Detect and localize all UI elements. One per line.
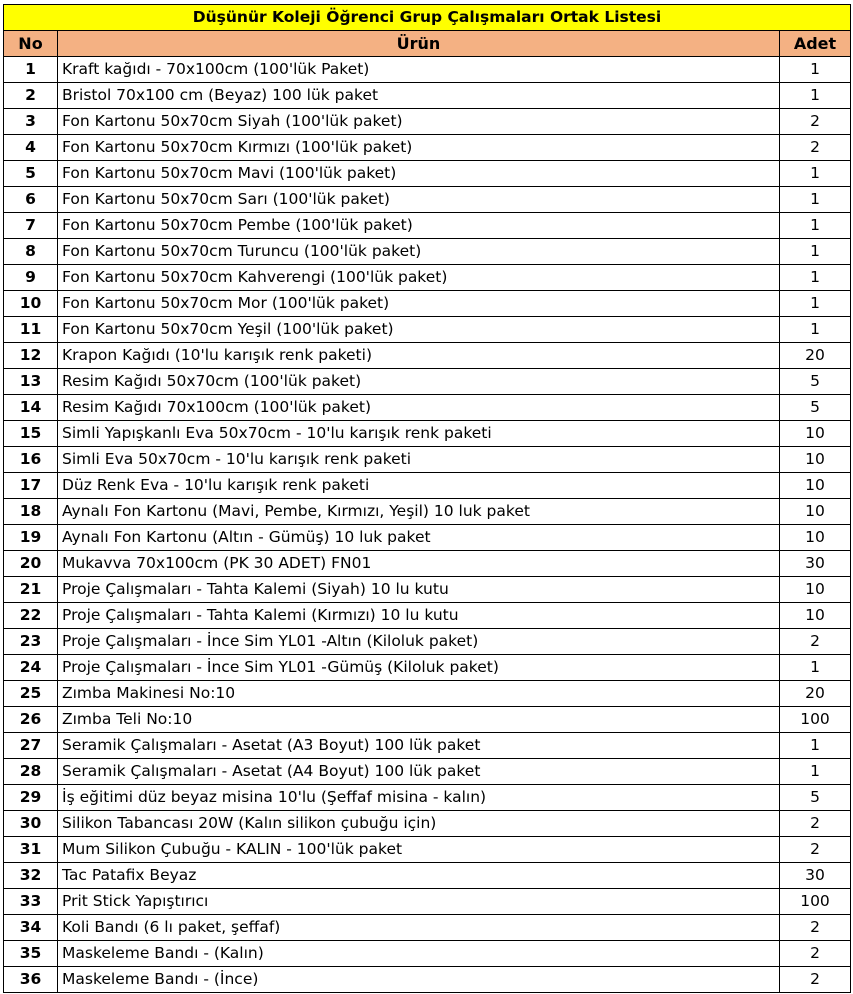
- row-number-cell: 10: [4, 291, 58, 317]
- quantity-cell: 10: [780, 603, 851, 629]
- row-number-cell: 30: [4, 811, 58, 837]
- row-number-cell: 16: [4, 447, 58, 473]
- row-number-cell: 33: [4, 889, 58, 915]
- item-name-cell: Simli Yapışkanlı Eva 50x70cm - 10'lu karışık renk paketi: [58, 421, 780, 447]
- quantity-cell: 100: [780, 889, 851, 915]
- row-number-cell: 31: [4, 837, 58, 863]
- header-row: [4, 31, 851, 57]
- item-name-cell: Aynalı Fon Kartonu (Mavi, Pembe, Kırmızı, Yeşil) 10 luk paket: [58, 499, 780, 525]
- quantity-cell: 2: [780, 135, 851, 161]
- item-name-cell: Proje Çalışmaları - İnce Sim YL01 -Gümüş (Kiloluk paket): [58, 655, 780, 681]
- table-row: [4, 135, 851, 161]
- row-number-cell: 3: [4, 109, 58, 135]
- row-number-cell: 19: [4, 525, 58, 551]
- item-name-cell: Zımba Teli No:10: [58, 707, 780, 733]
- item-name-cell: Zımba Makinesi No:10: [58, 681, 780, 707]
- quantity-cell: 100: [780, 707, 851, 733]
- item-name-cell: Fon Kartonu 50x70cm Mor (100'lük paket): [58, 291, 780, 317]
- item-name-cell: Tac Patafix Beyaz: [58, 863, 780, 889]
- item-name-cell: Seramik Çalışmaları - Asetat (A3 Boyut) 100 lük paket: [58, 733, 780, 759]
- item-name-cell: Proje Çalışmaları - Tahta Kalemi (Kırmızı) 10 lu kutu: [58, 603, 780, 629]
- quantity-cell: 1: [780, 213, 851, 239]
- quantity-cell: 1: [780, 291, 851, 317]
- table-row: [4, 811, 851, 837]
- quantity-cell: 10: [780, 473, 851, 499]
- table-row: [4, 707, 851, 733]
- row-number-cell: 20: [4, 551, 58, 577]
- table-row: [4, 473, 851, 499]
- row-number-cell: 25: [4, 681, 58, 707]
- row-number-cell: 28: [4, 759, 58, 785]
- quantity-cell: 2: [780, 941, 851, 967]
- row-number-cell: 29: [4, 785, 58, 811]
- table-row: [4, 161, 851, 187]
- item-name-cell: Fon Kartonu 50x70cm Mavi (100'lük paket): [58, 161, 780, 187]
- column-header-no: No: [4, 31, 58, 57]
- quantity-cell: 1: [780, 57, 851, 83]
- table-row: [4, 577, 851, 603]
- row-number-cell: 18: [4, 499, 58, 525]
- table-row: [4, 863, 851, 889]
- item-name-cell: Fon Kartonu 50x70cm Pembe (100'lük paket): [58, 213, 780, 239]
- quantity-cell: 2: [780, 915, 851, 941]
- table-row: [4, 421, 851, 447]
- item-name-cell: Fon Kartonu 50x70cm Kırmızı (100'lük paket): [58, 135, 780, 161]
- quantity-cell: 30: [780, 863, 851, 889]
- table-row: [4, 499, 851, 525]
- table-row: [4, 551, 851, 577]
- row-number-cell: 23: [4, 629, 58, 655]
- quantity-cell: 5: [780, 785, 851, 811]
- quantity-cell: 10: [780, 447, 851, 473]
- item-name-cell: Mum Silikon Çubuğu - KALIN - 100'lük paket: [58, 837, 780, 863]
- item-name-cell: İş eğitimi düz beyaz misina 10'lu (Şeffaf misina - kalın): [58, 785, 780, 811]
- item-name-cell: Fon Kartonu 50x70cm Yeşil (100'lük paket): [58, 317, 780, 343]
- table-row: [4, 525, 851, 551]
- row-number-cell: 21: [4, 577, 58, 603]
- row-number-cell: 36: [4, 967, 58, 993]
- quantity-cell: 20: [780, 343, 851, 369]
- item-name-cell: Resim Kağıdı 50x70cm (100'lük paket): [58, 369, 780, 395]
- row-number-cell: 9: [4, 265, 58, 291]
- row-number-cell: 1: [4, 57, 58, 83]
- quantity-cell: 2: [780, 109, 851, 135]
- table-row: [4, 187, 851, 213]
- row-number-cell: 32: [4, 863, 58, 889]
- quantity-cell: 1: [780, 187, 851, 213]
- table-row: [4, 655, 851, 681]
- row-number-cell: 27: [4, 733, 58, 759]
- row-number-cell: 2: [4, 83, 58, 109]
- item-name-cell: Silikon Tabancası 20W (Kalın silikon çubuğu için): [58, 811, 780, 837]
- table-row: [4, 343, 851, 369]
- item-name-cell: Fon Kartonu 50x70cm Sarı (100'lük paket): [58, 187, 780, 213]
- table-row: [4, 395, 851, 421]
- quantity-cell: 2: [780, 629, 851, 655]
- quantity-cell: 1: [780, 265, 851, 291]
- table-row: [4, 239, 851, 265]
- row-number-cell: 6: [4, 187, 58, 213]
- table-body: [4, 57, 851, 993]
- table-row: [4, 603, 851, 629]
- column-header-item: Ürün: [58, 31, 780, 57]
- table-row: [4, 83, 851, 109]
- item-name-cell: Proje Çalışmaları - İnce Sim YL01 -Altın (Kiloluk paket): [58, 629, 780, 655]
- quantity-cell: 5: [780, 369, 851, 395]
- quantity-cell: 2: [780, 837, 851, 863]
- row-number-cell: 35: [4, 941, 58, 967]
- row-number-cell: 4: [4, 135, 58, 161]
- quantity-cell: 1: [780, 655, 851, 681]
- table-row: [4, 213, 851, 239]
- quantity-cell: 1: [780, 239, 851, 265]
- row-number-cell: 34: [4, 915, 58, 941]
- item-name-cell: Seramik Çalışmaları - Asetat (A4 Boyut) 100 lük paket: [58, 759, 780, 785]
- table-row: [4, 317, 851, 343]
- row-number-cell: 12: [4, 343, 58, 369]
- item-name-cell: Mukavva 70x100cm (PK 30 ADET) FN01: [58, 551, 780, 577]
- row-number-cell: 22: [4, 603, 58, 629]
- item-name-cell: Bristol 70x100 cm (Beyaz) 100 lük paket: [58, 83, 780, 109]
- table-row: [4, 785, 851, 811]
- row-number-cell: 15: [4, 421, 58, 447]
- item-name-cell: Fon Kartonu 50x70cm Turuncu (100'lük paket): [58, 239, 780, 265]
- quantity-cell: 30: [780, 551, 851, 577]
- table-row: [4, 915, 851, 941]
- table-row: [4, 265, 851, 291]
- quantity-cell: 20: [780, 681, 851, 707]
- item-name-cell: Simli Eva 50x70cm - 10'lu karışık renk paketi: [58, 447, 780, 473]
- table-row: [4, 967, 851, 993]
- sheet-title: Düşünür Koleji Öğrenci Grup Çalışmaları Ortak Listesi: [4, 5, 851, 31]
- item-name-cell: Prit Stick Yapıştırıcı: [58, 889, 780, 915]
- table-row: [4, 681, 851, 707]
- quantity-cell: 1: [780, 733, 851, 759]
- order-list-table: [3, 4, 851, 993]
- item-name-cell: Fon Kartonu 50x70cm Siyah (100'lük paket): [58, 109, 780, 135]
- table-row: [4, 629, 851, 655]
- item-name-cell: Aynalı Fon Kartonu (Altın - Gümüş) 10 luk paket: [58, 525, 780, 551]
- quantity-cell: 1: [780, 317, 851, 343]
- title-row: [4, 5, 851, 31]
- row-number-cell: 11: [4, 317, 58, 343]
- row-number-cell: 14: [4, 395, 58, 421]
- quantity-cell: 1: [780, 83, 851, 109]
- column-header-qty: Adet: [780, 31, 851, 57]
- item-name-cell: Kraft kağıdı - 70x100cm (100'lük Paket): [58, 57, 780, 83]
- quantity-cell: 10: [780, 499, 851, 525]
- table-row: [4, 109, 851, 135]
- table-row: [4, 837, 851, 863]
- row-number-cell: 5: [4, 161, 58, 187]
- row-number-cell: 13: [4, 369, 58, 395]
- item-name-cell: Proje Çalışmaları - Tahta Kalemi (Siyah) 10 lu kutu: [58, 577, 780, 603]
- item-name-cell: Maskeleme Bandı - (İnce): [58, 967, 780, 993]
- table-row: [4, 447, 851, 473]
- table-row: [4, 889, 851, 915]
- quantity-cell: 1: [780, 161, 851, 187]
- table-row: [4, 369, 851, 395]
- table-row: [4, 759, 851, 785]
- item-name-cell: Resim Kağıdı 70x100cm (100'lük paket): [58, 395, 780, 421]
- row-number-cell: 26: [4, 707, 58, 733]
- row-number-cell: 8: [4, 239, 58, 265]
- quantity-cell: 2: [780, 811, 851, 837]
- row-number-cell: 24: [4, 655, 58, 681]
- item-name-cell: Koli Bandı (6 lı paket, şeffaf): [58, 915, 780, 941]
- quantity-cell: 5: [780, 395, 851, 421]
- quantity-cell: 10: [780, 525, 851, 551]
- table-row: [4, 291, 851, 317]
- table-row: [4, 57, 851, 83]
- item-name-cell: Fon Kartonu 50x70cm Kahverengi (100'lük paket): [58, 265, 780, 291]
- row-number-cell: 7: [4, 213, 58, 239]
- quantity-cell: 10: [780, 577, 851, 603]
- table-row: [4, 941, 851, 967]
- item-name-cell: Düz Renk Eva - 10'lu karışık renk paketi: [58, 473, 780, 499]
- quantity-cell: 1: [780, 759, 851, 785]
- item-name-cell: Maskeleme Bandı - (Kalın): [58, 941, 780, 967]
- quantity-cell: 2: [780, 967, 851, 993]
- row-number-cell: 17: [4, 473, 58, 499]
- table-row: [4, 733, 851, 759]
- quantity-cell: 10: [780, 421, 851, 447]
- item-name-cell: Krapon Kağıdı (10'lu karışık renk paketi): [58, 343, 780, 369]
